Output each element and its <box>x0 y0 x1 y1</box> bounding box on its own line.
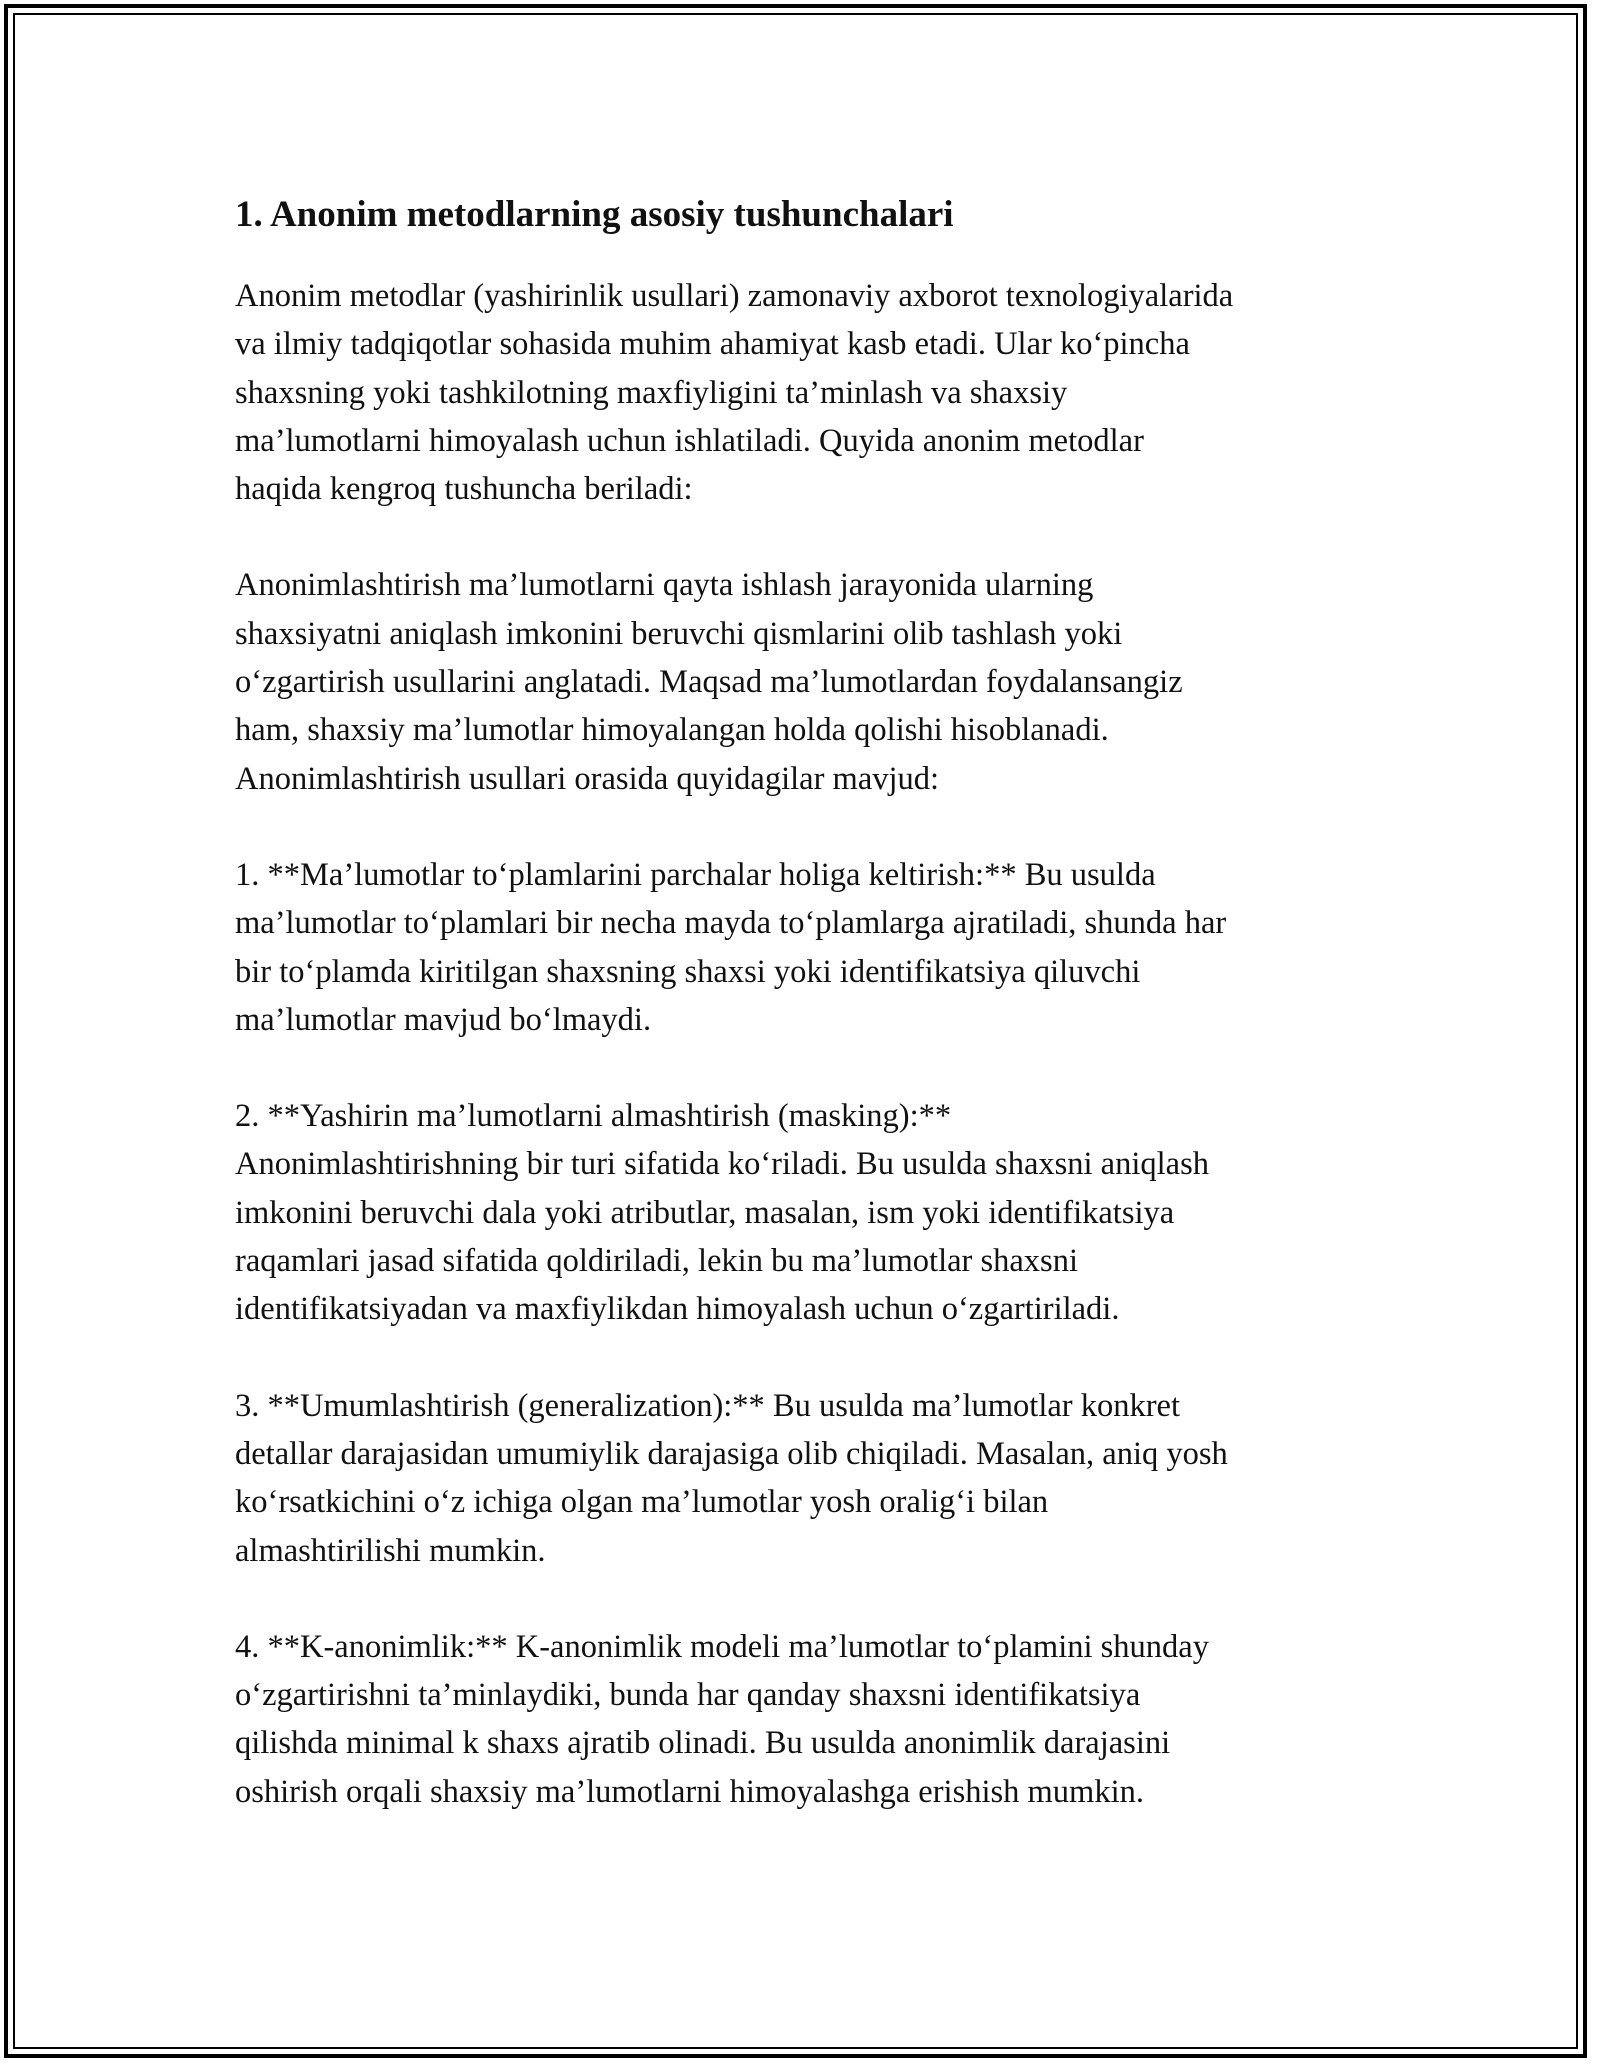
paragraph-anonymization: Anonimlashtirish ma’lumotlarni qayta ishlash jarayonida ularning shaxsiyatni aniqlash imkonini beruvchi qismlarini olib tashlash yoki o‘zgartirish usullarini anglatadi. Maqsad ma’lumotlardan foydalansangiz ham, shaxsiy ma’lumotlar himoyalangan holda qolishi hisoblanadi. Anonimlashtirish usullari orasida quyidagilar mavjud: <box>235 567 1183 797</box>
list-item-generalization: 3. **Umumlashtirish (generalization):** Bu usulda ma’lumotlar konkret detallar darajasidan umumiylik darajasiga olib chiqiladi. Masalan, aniq yosh ko‘rsatkichini o‘z ichiga olgan ma’lumotlar yosh oralig‘i bilan almashtirilishi mumkin. <box>235 1387 1228 1569</box>
list-item-masking: 2. **Yashirin ma’lumotlarni almashtirish (masking):** Anonimlashtirishning bir turi sifatida ko‘riladi. Bu usulda shaxsni aniqlash imkonini beruvchi dala yoki atributlar, masalan, ism yoki identifikatsiya raqamlari jasad sifatida qoldiriladi, lekin bu ma’lumotlar shaxsni identifikatsiyadan va maxfiylikdan himoyalash uchun o‘zgartiriladi. <box>235 1098 1209 1328</box>
list-item-partitioning: 1. **Ma’lumotlar to‘plamlarini parchalar holiga keltirish:** Bu usulda ma’lumotlar to‘plamlari bir necha mayda to‘plamlarga ajratiladi, shunda har bir to‘plamda kiritilgan shaxsning shaxsi yoki identifikatsiya qiluvchi ma’lumotlar mavjud bo‘lmaydi. <box>235 856 1227 1038</box>
document-body <box>235 188 1375 1864</box>
paragraph-intro: Anonim metodlar (yashirinlik usullari) zamonaviy axborot texnologiyalarida va ilmiy tadqiqotlar sohasida muhim ahamiyat kasb etadi. Ular ko‘pincha shaxsning yoki tashkilotning maxfiyligini ta’minlash va shaxsiy ma’lumotlarni himoyalash uchun ishlatiladi. Quyida anonim metodlar haqida kengroq tushuncha beriladi: <box>235 278 1234 508</box>
section-heading: 1. Anonim metodlarning asosiy tushunchalari <box>235 194 954 235</box>
list-item-k-anonymity: 4. **K-anonimlik:** K-anonimlik modeli ma’lumotlar to‘plamini shunday o‘zgartirishni ta’minlaydiki, bunda har qanday shaxsni identifikatsiya qilishda minimal k shaxs ajratib olinadi. Bu usulda anonimlik darajasini oshirish orqali shaxsiy ma’lumotlarni himoyalashga erishish mumkin. <box>235 1628 1209 1810</box>
